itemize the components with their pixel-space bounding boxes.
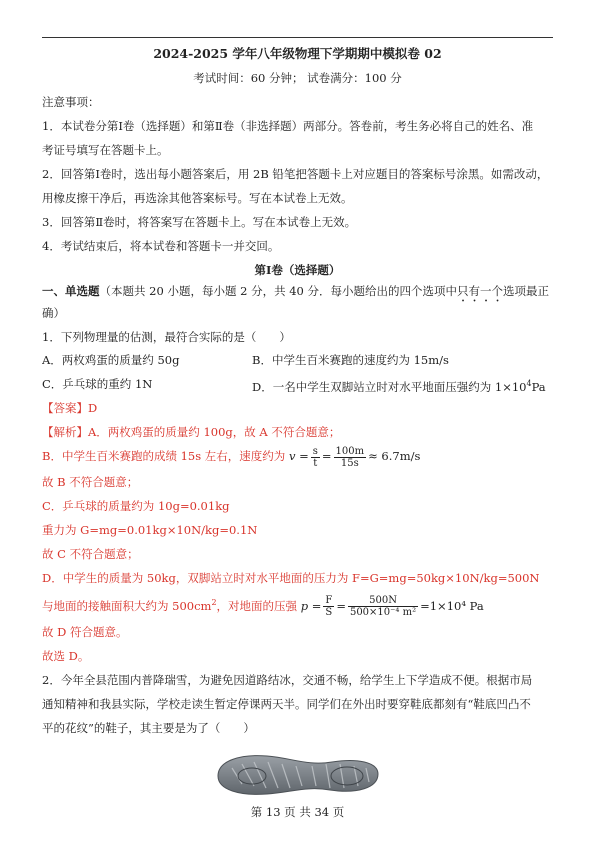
q1-answer: 【答案】D [42,401,98,415]
q2-stem-line-3: 平的花纹”的鞋子，其主要是为了（ ） [42,721,255,735]
q1-option-c: C．乒乓球的重约 1N [42,377,153,391]
q1-analysis-c1: C．乒乓球的质量约为 10g=0.01kg [42,499,230,513]
fraction-f-over-s: $\frac{F}{S}$ [325,595,333,619]
q1-analysis-d2: 与地面的接触面积大约为 $500cm^2$，对地面的压强 p = $\frac{F}{S}$ = $\frac{500N}{\text{500×10⁻⁴ m²}}$ =1×10⁴ Pa [42,595,484,619]
exam-info: 考试时间：60 分钟； 试卷满分：100 分 [193,71,402,85]
section-description [42,283,553,305]
page-footer: 第 13 页 共 34 页 [250,805,345,819]
q1-analysis-c2: 重力为 G=mg=0.01kg×10N/kg=0.1N [42,523,258,537]
q1-option-d: D．一名中学生双脚站立时对水平地面压强约为 $1\times 10^4Pa$ [252,379,546,392]
q1-options-row-1 [42,352,553,368]
q2-stem-line-1: 2．今年全县范围内普降瑞雪，为避免因道路结冰，交通不畅，给学生上下学造成不便。根据市局 [42,673,533,687]
q1-analysis-d-conclusion: 故 D 符合题意。 [42,625,128,639]
notes-item: 3．回答第Ⅱ卷时，将答案写在答题卡上。写在本试卷上无效。 [42,215,357,229]
part-label: 一、单选题 [42,284,100,298]
top-rule [42,37,553,38]
section-title: 第Ⅰ卷（选择题） [254,263,341,277]
notes-item: 2．回答第Ⅰ卷时，选出每小题答案后，用 2B 铅笔把答题卡上对应题目的答案标号涂黑。如需改动， [42,167,549,181]
q1-stem: 1．下列物理量的估测，最符合实际的是（ ） [42,330,291,344]
notes-item: 考证号填写在答题卡上。 [42,143,169,157]
q1-analysis-c-conclusion: 故 C 不符合题意； [42,547,139,561]
notes-item: 1．本试卷分第Ⅰ卷（选择题）和第Ⅱ卷（非选择题）两部分。答卷前，考生务必将自己的姓名、准 [42,119,534,133]
part-desc-b: 选项最正 [503,284,550,298]
q1-analysis-a: 【解析】A．两枚鸡蛋的质量约 100g，故 A 不符合题意； [42,425,341,439]
fraction-pressure-calc: $\frac{500N}{\text{500×10⁻⁴ m²}}$ [349,595,417,619]
q1-analysis-b: B．中学生百米赛跑的成绩 15s 左右，速度约为 v = $\frac{s}{t}$ = $\frac{100m}{15s}$ ≈ 6.7m/s [42,445,421,469]
shoe-sole-icon [212,746,382,800]
q1-analysis-d1: D．中学生的质量为 50kg，双脚站立时对水平地面的压力为 F=G=mg=50kg×10N/kg=500N [42,571,540,585]
notes-item: 用橡皮擦干净后，再选涂其他答案标号。写在本试卷上无效。 [42,191,353,205]
part-desc-emphasis: 只有一个 [457,284,504,298]
notes-item: 4．考试结束后，将本试卷和答题卡一并交回。 [42,239,280,253]
fraction-s-over-t: $\frac{s}{t}$ [312,445,318,469]
q1-options-row-2 [42,376,553,392]
q1-analysis-b-conclusion: 故 B 不符合题意； [42,475,139,489]
q1-option-a: A．两枚鸡蛋的质量约 50g [42,353,180,367]
q1-option-b: B．中学生百米赛跑的速度约为 15m/s [252,353,449,367]
q1-analysis-final: 故选 D。 [42,649,90,663]
part-desc-c: 确） [42,306,65,320]
q2-stem-line-2: 通知精神和我县实际，学校走读生暂定停课两天半。同学们在外出时要穿鞋底都刻有“鞋底凹凸不 [42,697,531,711]
fraction-100m-over-15s: $\frac{100m}{15s}$ [335,445,365,469]
part-desc-a: （本题共 20 小题，每小题 2 分，共 40 分．每小题给出的四个选项中 [99,284,458,298]
notes-heading: 注意事项： [42,95,100,109]
exam-title: 2024-2025 学年八年级物理下学期期中模拟卷 02 [153,46,442,61]
